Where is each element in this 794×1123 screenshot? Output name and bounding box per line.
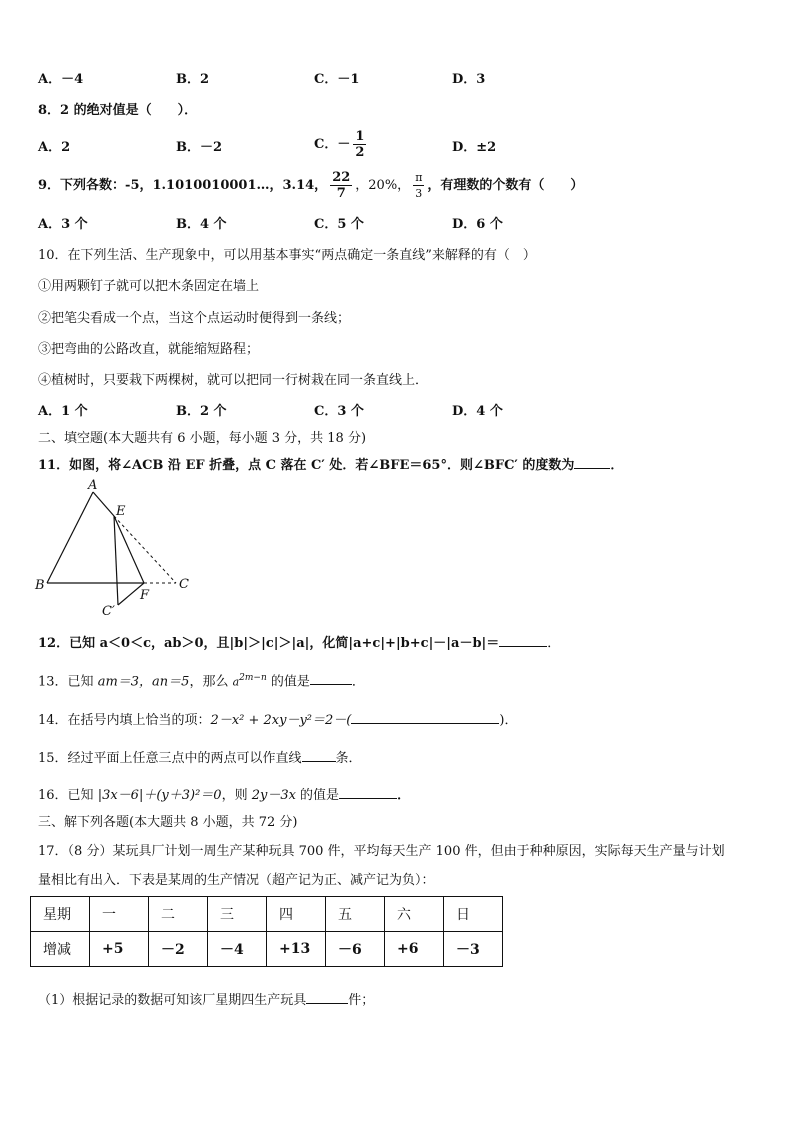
q8-stem: 8．2 的绝对值是（ ）．: [38, 103, 198, 118]
q8-option-c-fraction: [353, 129, 366, 160]
q14-expression: 2－x² + 2xy－y²＝2－(: [210, 713, 352, 728]
q15-text-main: 15．经过平面上任意三点中的两点可以作直线: [38, 751, 302, 766]
q17-sub1-text: （1）根据记录的数据可知该厂星期四生产玩具: [38, 993, 307, 1008]
q16-text-start: 16．已知: [38, 788, 98, 803]
q9-fraction-22-7: [330, 170, 352, 201]
q9-f1-numerator: 22: [332, 170, 351, 185]
table-cell: 增减: [31, 932, 90, 967]
q13-text-start: 13．已知: [38, 674, 98, 690]
q9-f1-denominator: 7: [336, 186, 346, 201]
table-cell: －4: [208, 932, 267, 967]
q17-line-1: 17．（8 分）某玩具厂计划一周生产某种玩具 700 件，平均每天生产 100 件，但由于种种原因，实际每天生产量与计划: [38, 844, 725, 859]
fig-line-ec-prime: [114, 516, 118, 605]
q10-stem: 10．在下列生活、生产现象中，可以用基本事实“两点确定一条直线”来解释的有（ ）: [38, 248, 536, 263]
q13-power-base: a: [232, 675, 240, 689]
q10-option-d: D．4 个: [452, 404, 503, 419]
q13-text-value: 的值是: [266, 674, 310, 690]
table-cell: 五: [326, 897, 385, 932]
q16-text: [38, 785, 410, 805]
q12-answer-blank: [499, 633, 547, 647]
table-cell: 星期: [31, 897, 90, 932]
q11-text-main: 11．如图，将∠ACB 沿 EF 折叠，点 C 落在 C′ 处．若∠BFE＝65°．则∠BFC′ 的度数为: [38, 458, 575, 473]
table-cell: 一: [90, 897, 149, 932]
table-cell: －3: [444, 932, 503, 967]
q16-answer-blank: [339, 785, 397, 799]
q11-answer-blank: [574, 455, 610, 469]
q9-stem-start: 9．下列各数：-5，1.1010010001…，3.14，: [38, 178, 328, 193]
fig-label-b: B: [35, 578, 45, 593]
q9-f2-numerator: π: [415, 171, 423, 184]
q12-text-main: 12．已知 a＜0＜c，ab＞0，且|b|＞|c|＞|a|，化简|a+c|+|b+c|－|a－b|＝: [38, 636, 500, 651]
table-cell: +6: [385, 932, 444, 967]
q10-item-2: ②把笔尖看成一个点，当这个点运动时便得到一条线；: [38, 311, 351, 326]
q10-option-b: B．2 个: [176, 404, 227, 419]
q12-text: [38, 633, 560, 653]
q17-line-2: 量相比有出入．下表是某周的生产情况（超产记为正、减产记为负）：: [38, 873, 435, 888]
table-cell: 日: [444, 897, 503, 932]
q12-text-end: ．: [547, 636, 561, 651]
q9-f2-denominator: 3: [415, 187, 423, 200]
q9-mid: ，20%，: [355, 178, 411, 193]
q9-fraction-pi-3: [413, 170, 424, 201]
q13-text: [38, 669, 365, 691]
q11-fold-figure: [34, 478, 194, 618]
q14-text-end: )．: [499, 713, 518, 728]
q16-expression: |3x－6|＋(y＋3)²＝0: [97, 788, 222, 803]
q7-option-c: C．－1: [314, 72, 360, 87]
q16-expression-2: 2y－3x: [251, 788, 296, 803]
q14-text-start: 14．在括号内填上恰当的项：: [38, 713, 211, 728]
fig-label-a: A: [88, 478, 98, 493]
q9-option-d: D．6 个: [452, 217, 503, 232]
production-table: [30, 896, 503, 967]
q13-expression: am＝3，an＝5: [97, 674, 190, 690]
table-cell: +13: [267, 932, 326, 967]
q15-text: [38, 748, 362, 768]
fig-label-e: E: [116, 504, 126, 519]
table-cell: 四: [267, 897, 326, 932]
q10-option-c: C．3 个: [314, 404, 364, 419]
q10-item-1: ①用两颗钉子就可以把木条固定在墙上: [38, 279, 260, 294]
q7-option-a: A．－4: [38, 72, 84, 87]
q8-c-denominator: 2: [355, 145, 365, 160]
fig-label-f: F: [140, 588, 150, 603]
q14-text: [38, 710, 517, 730]
q8-option-a: A．2: [38, 140, 71, 155]
q13-text-end: ．: [351, 674, 365, 690]
q13-answer-blank: [310, 671, 352, 685]
q16-text-value: 的值是: [295, 788, 340, 803]
fig-line-ae: [93, 492, 114, 516]
q10-item-3: ③把弯曲的公路改直，就能缩短路程；: [38, 342, 260, 357]
q13-power-exponent: 2m−n: [239, 673, 267, 683]
q16-text-end: ．: [397, 788, 411, 803]
fig-line-ef: [114, 516, 144, 583]
fig-label-c: C: [179, 577, 189, 592]
q9-stem: [38, 170, 583, 201]
q10-option-a: A．1 个: [38, 404, 88, 419]
q13-text-mid: ，那么: [189, 674, 233, 690]
q7-option-d: D．3: [452, 72, 486, 87]
fig-dashed-ec: [114, 516, 176, 583]
q9-option-c: C．5 个: [314, 217, 364, 232]
q7-option-b: B．2: [176, 72, 210, 87]
q17-sub-question-1: [38, 990, 374, 1010]
q11-text-end: ．: [610, 458, 624, 473]
q9-option-a: A．3 个: [38, 217, 88, 232]
fig-label-c-prime: C′: [102, 604, 115, 618]
q8-c-numerator: 1: [355, 129, 365, 144]
q17-sub1-end: 件；: [348, 993, 375, 1008]
section-2-heading: 二、填空题(本大题共有 6 小题，每小题 3 分，共 18 分): [38, 431, 367, 446]
table-row-weekday: [31, 897, 503, 932]
q9-option-b: B．4 个: [176, 217, 227, 232]
table-cell: +5: [90, 932, 149, 967]
table-row-change: [31, 932, 503, 967]
q8-option-c: [314, 129, 369, 160]
section-3-heading: 三、解下列各题(本大题共 8 小题，共 72 分): [38, 815, 298, 830]
q16-text-mid: ，则: [221, 788, 252, 803]
q11-text: [38, 455, 623, 475]
q14-answer-blank: [351, 710, 499, 724]
q15-text-end: 条．: [335, 751, 362, 766]
fig-line-ab: [47, 492, 93, 583]
q15-answer-blank: [302, 748, 336, 762]
table-cell: －2: [149, 932, 208, 967]
q8-option-d: D．±2: [452, 140, 497, 155]
q17-sub1-answer-blank: [306, 990, 348, 1004]
q8-option-c-prefix: C．－: [314, 137, 351, 152]
table-cell: 二: [149, 897, 208, 932]
table-cell: 三: [208, 897, 267, 932]
q8-option-b: B．－2: [176, 140, 223, 155]
q9-stem-end: ，有理数的个数有（ ）: [427, 178, 584, 193]
table-cell: －6: [326, 932, 385, 967]
table-cell: 六: [385, 897, 444, 932]
q10-item-4: ④植树时，只要栽下两棵树，就可以把同一行树栽在同一条直线上．: [38, 373, 429, 388]
